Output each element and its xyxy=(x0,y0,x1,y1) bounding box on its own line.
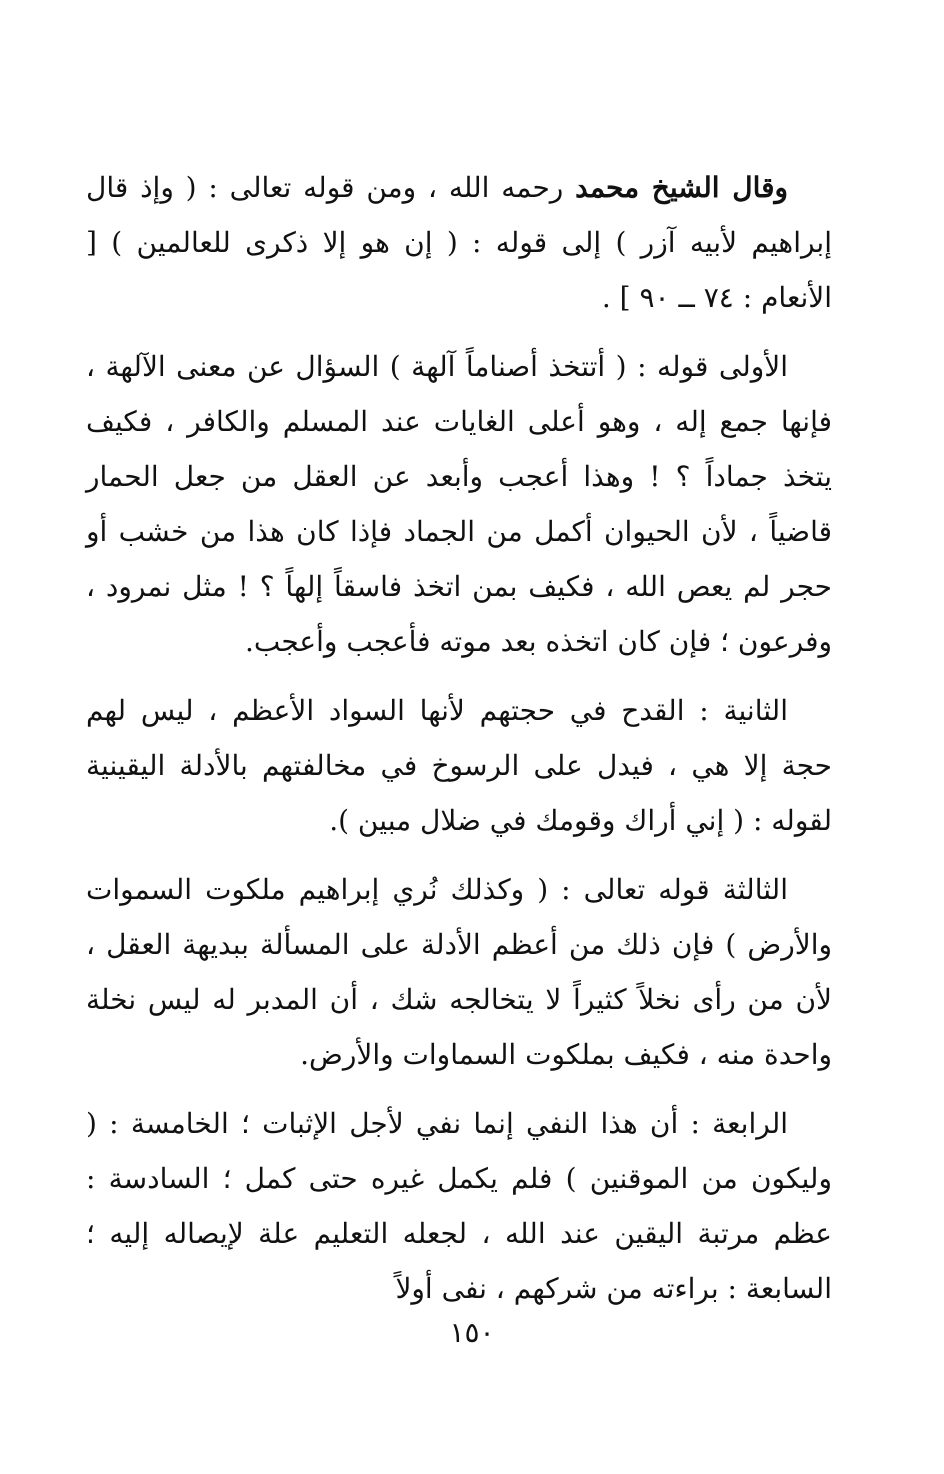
paragraph-intro-text: رحمه الله ، ومن قوله تعالى : ( وإذ قال إبراهيم لأبيه آزر ) إلى قوله : ( إن هو إلا ذكرى للعالمين ) [ الأنعام : ٧٤ ــ ٩٠ ] . xyxy=(86,171,832,314)
page-number: ١٥٠ xyxy=(449,1316,495,1349)
paragraph-intro xyxy=(86,160,832,325)
page-body xyxy=(86,160,832,1316)
paragraph-fourth-point: الرابعة : أن هذا النفي إنما نفي لأجل الإثبات ؛ الخامسة : ( وليكون من الموقنين ) فلم يكمل غيره حتى كمل ؛ السادسة : عظم مرتبة اليقين عند الله ، لجعله التعليم علة لإيصاله إليه ؛ السابعة : براءته من شركهم ، نفى أولاً xyxy=(86,1107,832,1305)
paragraph-first-point: الأولى قوله : ( أتتخذ أصناماً آلهة ) السؤال عن معنى الآلهة ، فإنها جمع إله ، وهو أعلى الغايات عند المسلم والكافر ، فكيف يتخذ جماداً ؟ ! وهذا أعجب وأبعد عن العقل من جعل الحمار قاضياً ، لأن الحيوان أكمل من الجماد فإذا كان هذا من خشب أو حجر لم يعص الله ، فكيف بمن اتخذ فاسقاً إلهاً ؟ ! مثل نمرود ، وفرعون ؛ فإن كان اتخذه بعد موته فأعجب وأعجب. xyxy=(86,350,832,658)
paragraph-third-point: الثالثة قوله تعالى : ( وكذلك نُري إبراهيم ملكوت السموات والأرض ) فإن ذلك من أعظم الأدلة على المسألة ببديهة العقل ، لأن من رأى نخلاً كثيراً لا يتخالجه شك ، أن المدبر له ليس نخلة واحدة منه ، فكيف بملكوت السماوات والأرض. xyxy=(86,873,832,1071)
paragraph-second-point: الثانية : القدح في حجتهم لأنها السواد الأعظم ، ليس لهم حجة إلا هي ، فيدل على الرسوخ في مخالفتهم بالأدلة اليقينية لقوله : ( إني أراك وقومك في ضلال مبين ). xyxy=(86,694,832,837)
author-name: وقال الشيخ محمد xyxy=(575,171,788,204)
